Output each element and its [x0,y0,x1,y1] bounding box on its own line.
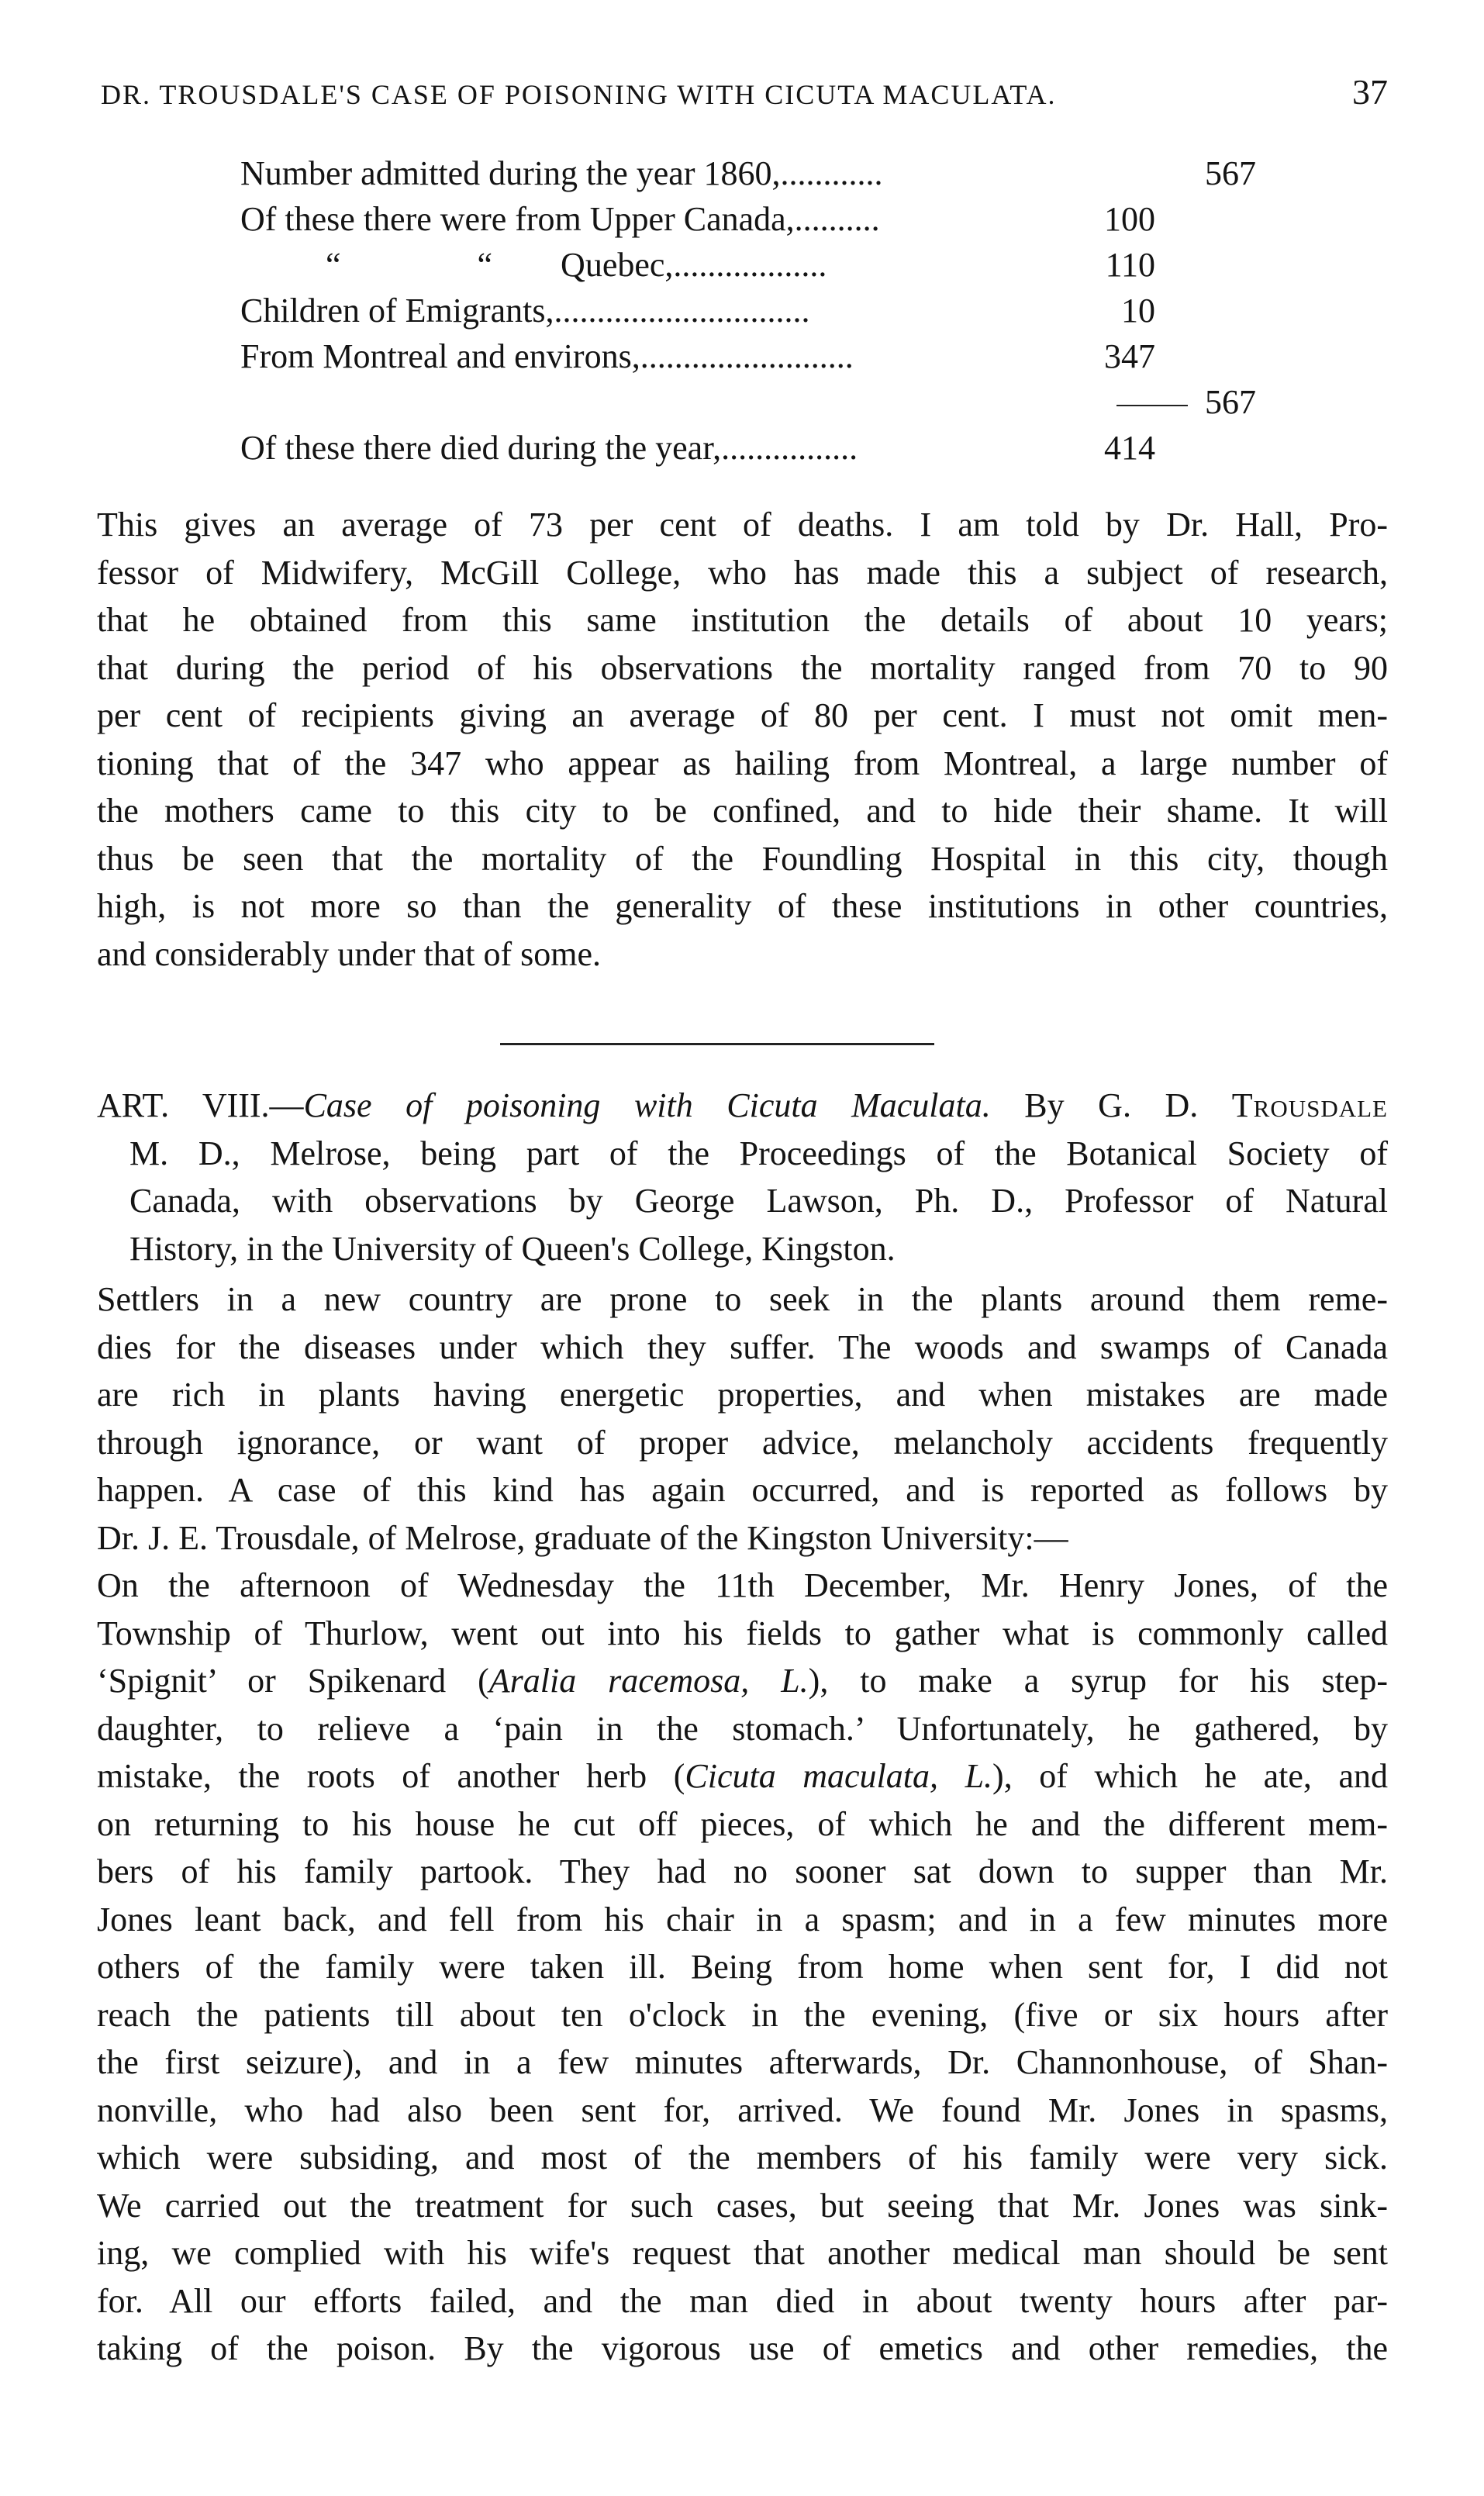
article-heading-line: Canada, with observations by George Lawson, Ph. D., Professor of Natural [129,1182,1388,1220]
article-author: Trousdale [1231,1086,1388,1124]
text-line: and considerably under that of some. [97,934,602,973]
stat-value: 347 [1104,337,1155,375]
paragraph-case-report [97,1562,1388,2373]
text-line: Township of Thurlow, went out into his fields to gather what is commonly called [97,1614,1388,1652]
running-head [101,71,1388,118]
section-divider [500,1043,934,1045]
text-line: Jones leant back, and fell from his chair in a spasm; and in a few minutes more [97,1900,1388,1938]
text-line: high, is not more so than the generality of these institutions in other countries, [97,887,1388,925]
text-line: We carried out the treatment for such cases, but seeing that Mr. Jones was sink- [97,2186,1388,2225]
stat-row [240,425,1248,471]
text-line: dies for the diseases under which they suffer. The woods and swamps of Canada [97,1327,1388,1366]
stat-value: 414 [1104,429,1155,467]
stat-row [240,150,1256,196]
text-span: ), to make a syrup for his step- [808,1662,1388,1700]
article-number: ART. VIII.— [97,1086,304,1124]
stat-label: Children of Emigrants,.............................. [240,292,810,330]
stat-row [240,333,1248,379]
paragraph-mortality [97,501,1388,978]
stat-label: From Montreal and environs,......................... [240,337,854,375]
text-line: Settlers in a new country are prone to seek in the plants around them reme- [97,1280,1388,1318]
text-line [97,1657,1388,1705]
article-heading-line: History, in the University of Queen's College, Kingston. [129,1229,896,1268]
text-line: for. All our efforts failed, and the man died in about twenty hours after par- [97,2281,1388,2320]
text-line: reach the patients till about ten o'clock in the evening, (five or six hours after [97,1995,1388,2034]
stat-total-value: 567 [1205,154,1256,192]
article-heading-line: M. D., Melrose, being part of the Proceedings of the Botanical Society of [129,1134,1388,1172]
stat-label: “ “ Quebec,.................. [326,246,827,284]
text-line: tioning that of the 347 who appear as hailing from Montreal, a large number of [97,744,1388,782]
stat-value: 100 [1104,200,1155,238]
text-span: mistake, the roots of another herb ( [97,1757,685,1795]
text-line: through ignorance, or want of proper advice, melancholy accidents frequently [97,1423,1388,1462]
text-line: bers of his family partook. They had no sooner sat down to supper than Mr. [97,1852,1388,1890]
stat-label: Number admitted during the year 1860,............ [240,154,883,192]
page-number: 37 [1352,72,1388,112]
sum-rule [1116,405,1188,406]
article-byline: By G. D. [990,1086,1232,1124]
text-line: happen. A case of this kind has again occurred, and is reported as follows by [97,1471,1388,1509]
text-line: Dr. J. E. Trousdale, of Melrose, graduate of the Kingston University:— [97,1518,1068,1557]
stat-row [240,196,1248,242]
stat-total [1062,379,1256,425]
stat-row [240,288,1248,333]
text-line: taking of the poison. By the vigorous use of emetics and other remedies, the [97,2329,1388,2367]
botanical-name: Aralia racemosa, L. [488,1662,809,1700]
text-line: This gives an average of 73 per cent of deaths. I am told by Dr. Hall, Pro- [97,506,1388,544]
text-line: the first seizure), and in a few minutes afterwards, Dr. Channonhouse, of Shan- [97,2043,1388,2081]
text-line: ing, we complied with his wife's request that another medical man should be sent [97,2234,1388,2272]
text-line: On the afternoon of Wednesday the 11th December, Mr. Henry Jones, of the [97,1566,1388,1604]
running-title: DR. TROUSDALE'S CASE OF POISONING WITH CICUTA MACULATA. [101,79,1057,110]
text-line: daughter, to relieve a ‘pain in the stomach.’ Unfortunately, he gathered, by [97,1709,1388,1748]
stat-row [240,242,1248,288]
text-line: others of the family were taken ill. Being from home when sent for, I did not [97,1948,1388,1986]
stat-value: 10 [1121,292,1155,330]
paragraph-settlers [97,1276,1388,1562]
stat-value: 110 [1105,246,1155,284]
text-span: ‘Spignit’ or Spikenard ( [97,1662,489,1700]
stat-total [1062,150,1256,196]
article-title: Case of poisoning with Cicuta Maculata. [303,1086,991,1124]
text-line: that he obtained from this same institution the details of about 10 years; [97,601,1388,639]
stat-total-value: 567 [1205,383,1256,421]
article-heading [97,1082,1388,1272]
text-line: which were subsiding, and most of the members of his family were very sick. [97,2139,1388,2177]
stat-label: Of these there died during the year,................ [240,429,858,467]
text-span: ), of which he ate, and [992,1757,1388,1795]
text-line: on returning to his house he cut off pieces, of which he and the different mem- [97,1804,1388,1843]
text-line: thus be seen that the mortality of the Foundling Hospital in this city, though [97,839,1388,878]
text-line: are rich in plants having energetic properties, and when mistakes are made [97,1376,1388,1414]
text-line: fessor of Midwifery, McGill College, who has made this a subject of research, [97,553,1388,592]
text-line: the mothers came to this city to be confined, and to hide their shame. It will [97,792,1388,830]
text-line: nonville, who had also been sent for, arrived. We found Mr. Jones in spasms, [97,2090,1388,2129]
botanical-name: Cicuta maculata, L. [685,1757,993,1795]
stat-label: Of these there were from Upper Canada,.......... [240,200,880,238]
article-heading-line [97,1082,1388,1130]
text-line: per cent of recipients giving an average of 80 per cent. I must not omit men- [97,696,1388,734]
statistics-table [240,150,1256,471]
stat-row [240,379,1256,425]
text-line: that during the period of his observations the mortality ranged from 70 to 90 [97,648,1388,687]
text-line [97,1752,1388,1800]
